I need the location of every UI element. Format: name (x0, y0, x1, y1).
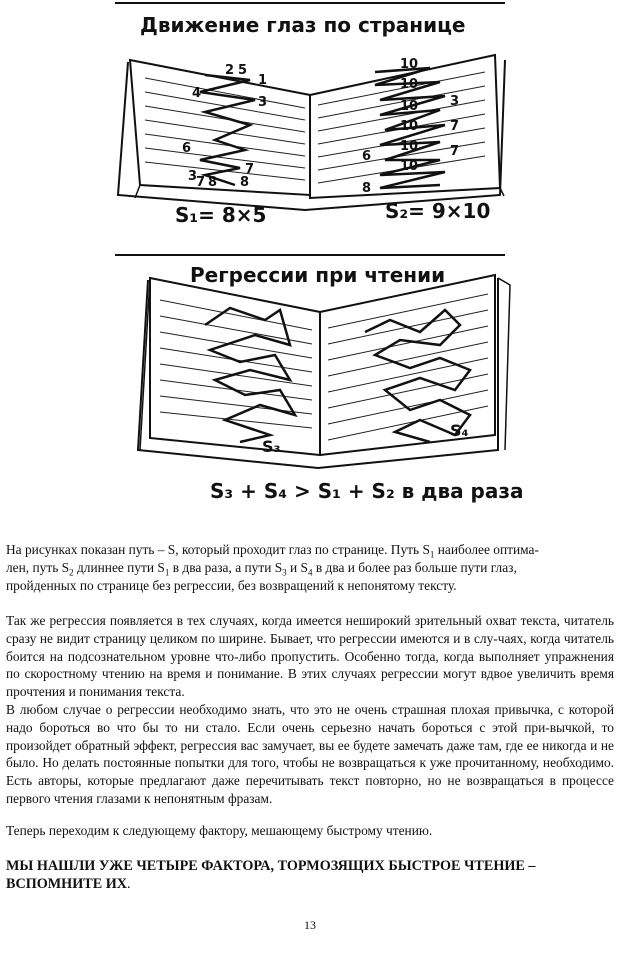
paragraph-paths-part: и S (286, 559, 308, 575)
figure2-formula: S₃ + S₄ > S₁ + S₂ в два раза (210, 479, 524, 503)
paragraph-regression-causes: Так же регрессия появляется в тех случаях, когда имеется неширокий зрительный охват текста, читатель сразу не видит страницу целиком по ширине. Бывает, что регрессии имеются и в слу-чаях, когда читатель боится на подсознательном уровне что-либо пропустить. Особенно тогда, когда выполняет упражнения по скоростному чтению на время и понимание. В этих случаях регрессии могут вдвое увеличить время прочтения и понимания текста. (6, 613, 614, 700)
figure1-right-label: 6 (362, 149, 372, 164)
figure1-right-label: 10 (400, 99, 419, 114)
figure1-title: Движение глаз по странице (140, 13, 466, 37)
subscript-4: 4 (307, 567, 313, 578)
paragraph-paths-part: в два и более раз больше пути глаз, (312, 559, 517, 575)
paragraph-next-factor: Теперь переходим к следующему фактору, мешающему быстрому чтению. (6, 823, 433, 838)
figure1-left-label: 7 (245, 162, 255, 177)
heading-line-1: МЫ НАШЛИ УЖЕ ЧЕТЫРЕ ФАКТОРА, ТОРМОЗЯЩИХ БЫСТРОЕ ЧТЕНИЕ – (6, 858, 536, 874)
figure1-right-label: 3 (450, 94, 460, 109)
figure1-left-label: 5 (238, 63, 248, 78)
subscript-1: 1 (429, 549, 435, 560)
heading-dot: . (127, 876, 131, 892)
figure1-left-label: 3 (188, 169, 198, 184)
figure1-right-label: 10 (400, 77, 419, 92)
figure2-label-s4: S₄ (450, 421, 469, 440)
figure1-formula-left: S₁= 8×5 (175, 203, 267, 227)
figure1-left-label: 8 (240, 175, 250, 190)
eye-movement-drawing (0, 0, 620, 250)
figure1-right-label: 10 (400, 57, 419, 72)
regressions-drawing (0, 250, 620, 525)
paragraph-paths-part: На рисунках показан путь – S, который проходит глаз по странице. Путь S (6, 542, 430, 557)
figure1-right-label: 7 (450, 144, 460, 159)
figure1-left-label: 7 (196, 175, 206, 190)
figure1-left-label: 3 (258, 95, 268, 110)
figure1-right-label: 10 (400, 119, 419, 134)
figure1-formula-right: S₂= 9×10 (385, 199, 491, 223)
figure2-title: Регрессии при чтении (190, 263, 446, 287)
figure1-left-label: 1 (258, 73, 268, 88)
paragraph-regression-advice: В любом случае о регрессии необходимо знать, что это не очень страшная плохая привычка, с которой надо бороться во что бы то ни стало. Если очень серьезно начать бороться с этой при-вычкой, то произойдет обратный эффект, регрессия вас замучает, вы ее будете замечать даже там, где ее никогда и не было. Но делать постоянные попытки для того, чтобы не возвращаться к уже прочитанному, необходимо. Есть авторы, которые предлагают даже перечитывать текст повторно, но не возвращаться в процессе первого чтения глазами к непонятным фразам. (6, 702, 614, 806)
figure1-right-label: 7 (450, 119, 460, 134)
paragraph-paths-part: в два раза, а пути S (169, 559, 283, 575)
subscript-1: 1 (164, 567, 170, 578)
paragraph-paths-part: лен, путь S (6, 559, 70, 575)
page-number: 13 (304, 918, 316, 932)
subscript-2: 2 (69, 567, 74, 578)
heading-line-2: ВСПОМНИТЕ ИХ (6, 876, 127, 892)
figure-eye-movement (0, 0, 620, 250)
figure1-left-label: 6 (182, 141, 192, 156)
subscript-3: 3 (282, 567, 287, 578)
figure1-left-label: 8 (208, 175, 218, 190)
section-heading (6, 857, 606, 893)
figure-regressions (0, 250, 620, 525)
paragraph-paths-part: наиболее оптима- (434, 542, 539, 557)
figure1-right-label: 10 (400, 139, 419, 154)
paragraph-paths-part: длиннее пути S (73, 559, 165, 575)
paragraph-paths-part: пройденных по странице без регрессии, без возвращений к непонятому тексту. (6, 577, 457, 593)
figure1-right-label: 10 (400, 159, 419, 174)
figure1-left-label: 2 (225, 63, 235, 78)
figure2-label-s3: S₃ (262, 437, 281, 456)
figure1-right-label: 8 (362, 181, 372, 196)
paragraph-paths (6, 541, 614, 594)
figure1-left-label: 4 (192, 86, 202, 101)
